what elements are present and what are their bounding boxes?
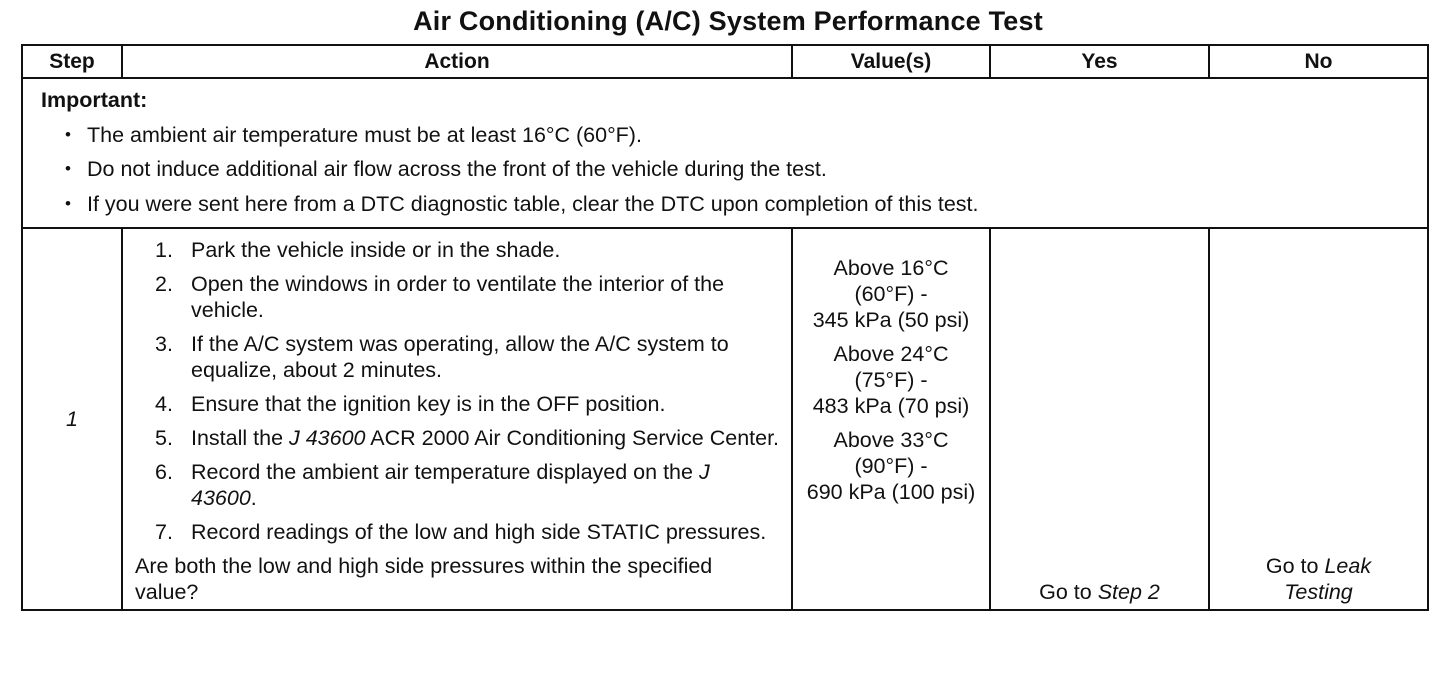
bullet: • (65, 124, 71, 144)
column-header-action: Action (122, 45, 792, 78)
column-header-values: Value(s) (792, 45, 990, 78)
action-steps (135, 237, 781, 545)
action-step-number: 7. (155, 520, 173, 544)
action-cell (122, 228, 792, 610)
action-step (135, 391, 781, 417)
value-spec (793, 341, 989, 419)
yes-step-link[interactable]: Step 2 (1097, 580, 1160, 604)
value-line: 690 kPa (100 psi) (806, 480, 976, 504)
value-line: Above 33°C (833, 428, 949, 452)
action-step-number: 5. (155, 426, 173, 450)
action-step-number: 1. (155, 238, 173, 262)
action-step-text-pre: Install the (191, 426, 289, 450)
value-line: Above 16°C (833, 256, 949, 280)
action-step-text-pre: Record the ambient air temperature displayed on the (191, 460, 699, 484)
value-spec (793, 427, 989, 505)
action-step-text: Record readings of the low and high side STATIC pressures. (191, 520, 767, 544)
no-prefix: Go to (1265, 554, 1319, 578)
no-cell (1209, 228, 1428, 610)
value-line: Above 24°C (833, 342, 949, 366)
action-step (135, 331, 781, 383)
step-number: 1 (22, 228, 122, 610)
action-step (135, 519, 781, 545)
important-item (63, 187, 1427, 222)
action-step-number: 4. (155, 392, 173, 416)
action-step-text: Ensure that the ignition key is in the OFF position. (191, 392, 666, 416)
value-line: (90°F) - (854, 454, 928, 478)
values-cell (792, 228, 990, 610)
question-text: Are both the low and high side pressures within the specified value? (135, 554, 713, 604)
column-header-step: Step (22, 45, 122, 78)
value-line: (60°F) - (854, 282, 928, 306)
yes-prefix: Go to (1039, 580, 1092, 604)
important-item-text: If you were sent here from a DTC diagnostic table, clear the DTC upon completion of this test. (87, 191, 979, 216)
column-header-no: No (1209, 45, 1428, 78)
performance-test-table (21, 44, 1429, 611)
action-step-text: Open the windows in order to ventilate the interior of the vehicle. (191, 272, 725, 322)
action-step-text: If the A/C system was operating, allow the A/C system to equalize, about 2 minutes. (191, 332, 729, 382)
no-target-line1: Leak (1324, 554, 1372, 578)
value-line: (75°F) - (854, 368, 928, 392)
action-step (135, 425, 781, 451)
value-line: 483 kPa (70 psi) (812, 394, 970, 418)
step-row-1 (22, 228, 1428, 610)
document-title: Air Conditioning (A/C) System Performance Test (413, 6, 1043, 36)
action-step-number: 3. (155, 332, 173, 356)
action-step-text-post: ACR 2000 Air Conditioning Service Center. (365, 426, 780, 450)
action-step-number: 6. (155, 460, 173, 484)
important-item-text: The ambient air temperature must be at least 16°C (60°F). (87, 122, 642, 147)
important-item (63, 118, 1427, 153)
tool-reference: J 43600 (289, 426, 366, 450)
important-label: Important: (41, 88, 148, 112)
bullet: • (65, 159, 71, 178)
bullet: • (65, 193, 71, 213)
tool-reference: J 43600 (191, 460, 710, 510)
no-target-line2: Testing (1284, 580, 1353, 604)
important-notes (22, 78, 1428, 228)
action-step (135, 459, 781, 511)
important-item-text: Do not induce additional air flow across the front of the vehicle during the test. (87, 157, 827, 181)
header-row (22, 45, 1428, 78)
important-row (22, 78, 1428, 228)
action-step-number: 2. (155, 272, 173, 296)
value-line: 345 kPa (50 psi) (812, 308, 970, 332)
value-spec (793, 255, 989, 333)
important-list (41, 118, 1427, 222)
action-step (135, 237, 781, 263)
column-header-yes: Yes (990, 45, 1209, 78)
action-step-text-post: . (250, 486, 257, 510)
action-step (135, 271, 781, 323)
yes-cell (990, 228, 1209, 610)
action-step-text: Park the vehicle inside or in the shade. (191, 238, 561, 262)
important-item (63, 152, 1427, 187)
